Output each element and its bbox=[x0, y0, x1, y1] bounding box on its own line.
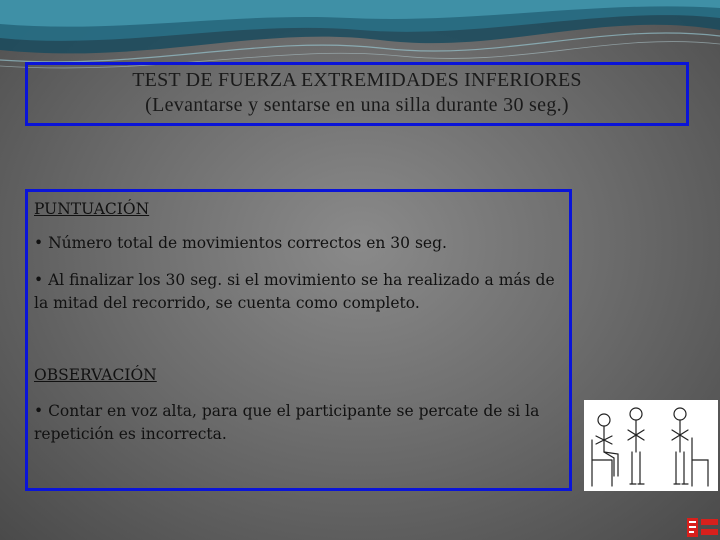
title-box bbox=[25, 62, 689, 126]
page-title: TEST DE FUERZA EXTREMIDADES INFERIORES bbox=[132, 69, 582, 91]
brand-logo-icon bbox=[684, 516, 720, 540]
puntuacion-bullet-2: • Al finalizar los 30 seg. si el movimiento se ha realizado a más de la mitad del recorrido, se cuenta como completo. bbox=[34, 271, 555, 312]
page-subtitle: (Levantarse y sentarse en una silla durante 30 seg.) bbox=[145, 94, 569, 116]
puntuacion-bullet-1: • Número total de movimientos correctos en 30 seg. bbox=[34, 234, 447, 252]
observacion-bullet-1: • Contar en voz alta, para que el participante se percate de si la repetición es incorrecta. bbox=[34, 402, 540, 443]
chair-stand-figures-icon bbox=[584, 400, 718, 491]
observacion-heading: OBSERVACIÓN bbox=[34, 366, 157, 384]
puntuacion-heading: PUNTUACIÓN bbox=[34, 200, 150, 218]
content-box bbox=[25, 189, 572, 491]
